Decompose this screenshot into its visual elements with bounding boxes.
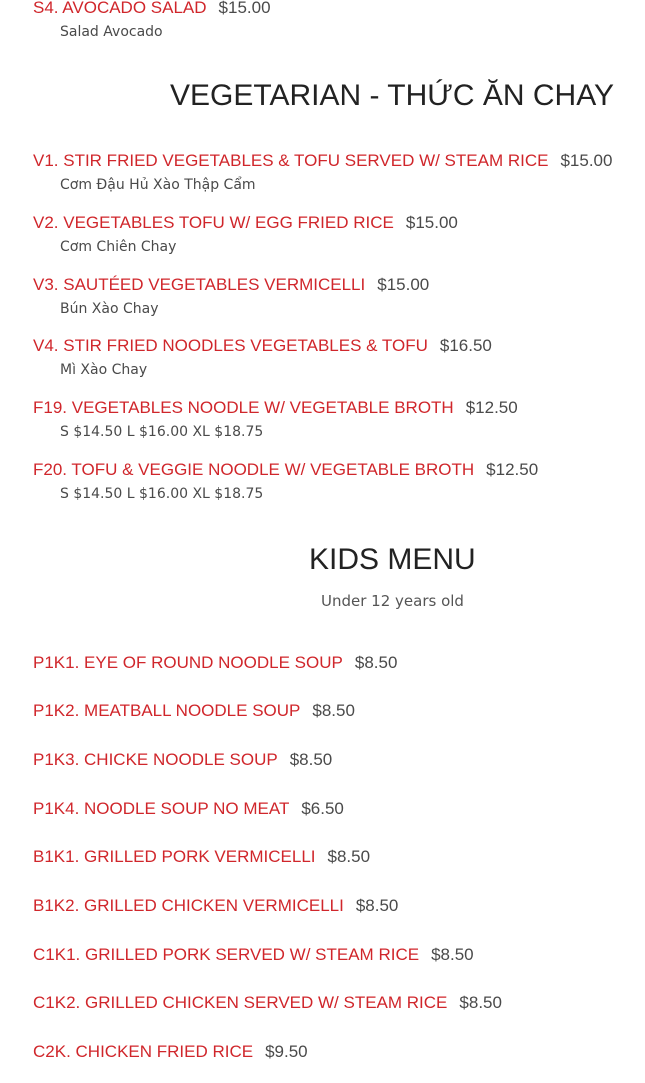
item-description: Mì Xào Chay — [60, 362, 148, 378]
item-name: P1K3. CHICKE NOODLE SOUP — [33, 750, 278, 769]
item-name: F19. VEGETABLES NOODLE W/ VEGETABLE BROTH — [33, 398, 454, 417]
item-price: $8.50 — [354, 653, 398, 672]
menu-item-v4 — [33, 336, 625, 379]
item-name: C2K. CHICKEN FRIED RICE — [33, 1042, 254, 1061]
item-price: $15.00 — [405, 213, 458, 232]
item-description: S $14.50 L $16.00 XL $18.75 — [60, 486, 264, 502]
item-price: $8.50 — [312, 701, 355, 720]
menu-item-c1k2 — [33, 993, 625, 1013]
menu-item-b1k1 — [33, 847, 625, 867]
item-price: $8.50 — [355, 896, 399, 915]
menu-item-p1k2 — [33, 701, 625, 721]
section-subtitle-kids: Under 12 years old — [321, 592, 464, 610]
item-description: Bún Xào Chay — [60, 301, 159, 317]
menu-item-p1k4 — [33, 799, 625, 819]
item-name: B1K2. GRILLED CHICKEN VERMICELLI — [33, 896, 344, 915]
item-price: $15.00 — [218, 0, 271, 17]
section-title-kids: KIDS MENU — [309, 543, 476, 576]
item-name: P1K4. NOODLE SOUP NO MEAT — [33, 799, 290, 818]
item-description: Cơm Đậu Hủ Xào Thập Cẩm — [60, 177, 256, 193]
item-name: V3. SAUTÉED VEGETABLES VERMICELLI — [33, 275, 366, 294]
item-price: $9.50 — [265, 1042, 308, 1061]
item-price: $12.50 — [486, 460, 539, 479]
item-name: P1K1. EYE OF ROUND NOODLE SOUP — [33, 653, 343, 672]
item-price: $8.50 — [327, 847, 371, 866]
menu-item-c1k1 — [33, 945, 625, 965]
menu-item-b1k2 — [33, 896, 625, 916]
item-name: C1K1. GRILLED PORK SERVED W/ STEAM RICE — [33, 945, 420, 964]
item-description: Cơm Chiên Chay — [60, 239, 177, 255]
item-name: B1K1. GRILLED PORK VERMICELLI — [33, 847, 316, 866]
item-name: V1. STIR FRIED VEGETABLES & TOFU SERVED W/ STEAM RICE — [33, 151, 549, 170]
section-title-vegetarian: VEGETARIAN - THỨC ĂN CHAY — [169, 79, 614, 112]
item-description: Salad Avocado — [60, 24, 163, 40]
menu-item-c2k — [33, 1042, 625, 1062]
item-name: S4. AVOCADO SALAD — [33, 0, 207, 17]
item-price: $15.00 — [560, 151, 613, 170]
menu-item-v1 — [33, 151, 625, 194]
item-price: $8.50 — [431, 945, 474, 964]
menu-item-p1k3 — [33, 750, 625, 770]
item-name: V4. STIR FRIED NOODLES VEGETABLES & TOFU — [33, 336, 428, 355]
menu-item-v3 — [33, 275, 625, 318]
menu-item-v2 — [33, 213, 625, 256]
menu-item-s4 — [33, 0, 625, 41]
item-price: $6.50 — [301, 799, 344, 818]
item-price: $16.50 — [439, 336, 492, 355]
item-description: S $14.50 L $16.00 XL $18.75 — [60, 424, 264, 440]
menu-item-f19 — [33, 398, 625, 441]
item-name: P1K2. MEATBALL NOODLE SOUP — [33, 701, 301, 720]
menu-item-p1k1 — [33, 653, 625, 673]
item-name: V2. VEGETABLES TOFU W/ EGG FRIED RICE — [33, 213, 394, 232]
item-price: $8.50 — [289, 750, 333, 769]
item-name: C1K2. GRILLED CHICKEN SERVED W/ STEAM RICE — [33, 993, 448, 1012]
item-name: F20. TOFU & VEGGIE NOODLE W/ VEGETABLE BROTH — [33, 460, 475, 479]
item-price: $12.50 — [465, 398, 518, 417]
menu-item-f20 — [33, 460, 625, 503]
item-price: $8.50 — [459, 993, 502, 1012]
item-price: $15.00 — [377, 275, 430, 294]
